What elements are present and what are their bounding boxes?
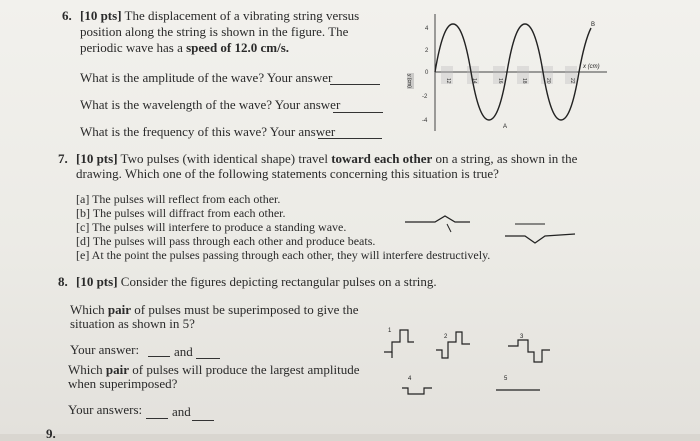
q7-option-e[interactable]: [e] At the point the pulses passing through each other, they will interfere destructively.	[76, 248, 491, 262]
q8-and-label: and	[174, 344, 193, 359]
q8-part1-bold: pair	[107, 302, 132, 317]
q6-speed: speed of 12.0 cm/s.	[186, 40, 290, 55]
pulse-label-1: 1	[388, 328, 392, 334]
q7-line1-pre: Two pulses (with identical shape) travel	[120, 151, 332, 166]
q6-line3-pre: periodic wave has a	[80, 40, 187, 55]
y-tick-neg4: -4	[422, 118, 428, 124]
q6-frequency-question: What is the frequency of this wave? Your answer	[80, 124, 336, 139]
y-tick-2: 2	[425, 48, 429, 54]
q7-bold: toward each other	[331, 151, 433, 166]
q8-part1-line2: situation as shown in 5?	[70, 316, 195, 331]
pulse-2	[436, 332, 470, 358]
q8-part1-post: of pulses must be superimposed to give the	[131, 302, 359, 317]
q8-number: 8.	[58, 274, 68, 289]
grid-label-16: 16	[497, 78, 503, 84]
pulse-label-5: 5	[504, 376, 508, 382]
q8-answers-label: Your answers:	[68, 402, 143, 417]
pulse-label-3: 3	[520, 334, 524, 340]
q8-part2-line1	[68, 362, 360, 377]
q7-option-b[interactable]: [b] The pulses will diffract from each other.	[76, 206, 286, 220]
q6-amplitude-answer-line[interactable]	[330, 84, 380, 85]
q6-line1-text: The displacement of a vibrating string versus	[124, 8, 360, 23]
pulse-up	[405, 216, 470, 222]
q6-frequency-answer-line[interactable]	[318, 138, 382, 139]
grid-label-18: 18	[521, 78, 527, 84]
q7-points: [10 pts]	[76, 151, 118, 166]
q6-number: 6.	[62, 8, 72, 23]
q8-answer4-blank[interactable]	[192, 420, 214, 421]
q6-line2: position along the string is shown in the figure. The	[80, 24, 349, 39]
mark-a: A	[503, 124, 508, 130]
grid-label-12: 12	[445, 78, 451, 84]
q7-option-d[interactable]: [d] The pulses will pass through each other and produce beats.	[76, 234, 376, 248]
q8-points: [10 pts]	[76, 274, 118, 289]
q6-points: [10 pts]	[80, 8, 122, 23]
q8-answer1-blank[interactable]	[148, 356, 170, 357]
q7-number: 7.	[58, 151, 68, 166]
y-tick-4: 4	[425, 26, 429, 32]
q7-line1-post: on a string, as shown in the	[432, 151, 578, 166]
q8-part2-pre: Which	[68, 362, 106, 377]
q8-line1-text: Consider the figures depicting rectangular pulses on a string.	[120, 274, 437, 289]
q8-pulses-figure	[378, 322, 588, 402]
q8-line1	[76, 274, 437, 289]
q6-wavelength-question: What is the wavelength of the wave? Your answer	[80, 97, 341, 112]
q8-and-label-2: and	[172, 404, 191, 419]
q8-answer-label: Your answer:	[70, 342, 140, 357]
pulse-label-4: 4	[408, 376, 412, 382]
q8-part2-bold: pair	[105, 362, 130, 377]
q9-number: 9.	[46, 426, 56, 441]
grid-label-22: 22	[569, 78, 575, 84]
y-tick-neg2: -2	[422, 94, 428, 100]
q7-option-c[interactable]: [c] The pulses will interfere to produce a standing wave.	[76, 220, 347, 234]
x-axis-label: x (cm)	[583, 64, 600, 70]
q8-part1-pre: Which	[70, 302, 108, 317]
q7-option-a[interactable]: [a] The pulses will reflect from each other.	[76, 192, 281, 206]
q7-pulses-figure	[395, 210, 580, 250]
q6-line3	[80, 40, 289, 55]
q6-line1	[80, 8, 359, 23]
pulse-4	[402, 388, 432, 394]
q8-answer3-blank[interactable]	[146, 418, 168, 419]
grid-label-14: 14	[471, 78, 477, 84]
q6-wavelength-answer-line[interactable]	[333, 112, 383, 113]
pulse-3	[508, 340, 550, 362]
q8-part2-post: of pulses will produce the largest amplitude	[129, 362, 360, 377]
q8-part1-line1	[70, 302, 359, 317]
y-axis-label: y (cm)	[406, 74, 412, 88]
q7-line1	[76, 151, 577, 166]
y-tick-0: 0	[425, 70, 429, 76]
pulse-down	[505, 234, 575, 243]
grid-label-20: 20	[545, 78, 551, 84]
q8-answer2-blank[interactable]	[196, 358, 220, 359]
q6-wave-figure	[395, 6, 610, 134]
pulse-up-arrow	[447, 224, 451, 232]
q7-line2: drawing. Which one of the following statements concerning this situation is true?	[76, 166, 499, 181]
q8-part2-line2: when superimposed?	[68, 376, 178, 391]
q6-amplitude-question: What is the amplitude of the wave? Your answer	[80, 70, 333, 85]
mark-b: B	[591, 22, 596, 28]
pulse-label-2: 2	[444, 334, 448, 340]
